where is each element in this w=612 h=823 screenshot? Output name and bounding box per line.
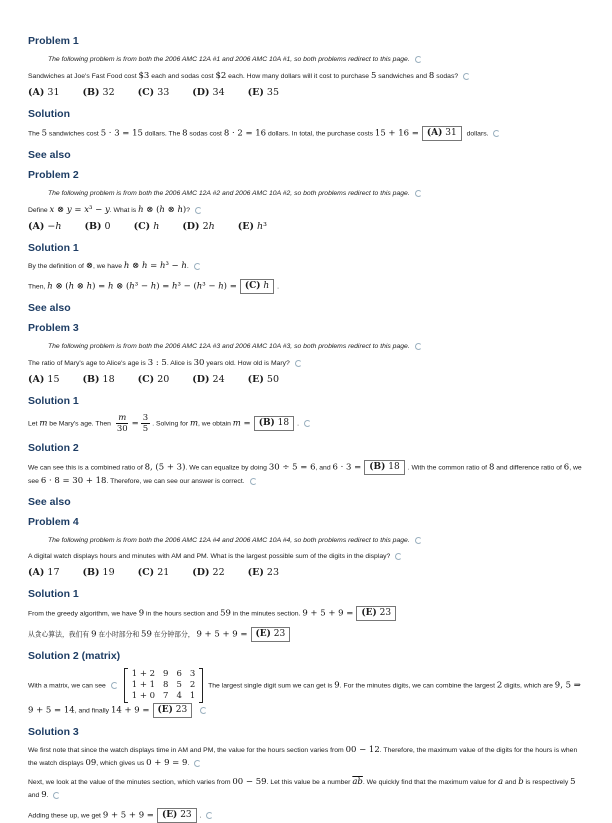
- answer-value: 24: [209, 374, 225, 385]
- answer-letter: (E): [247, 87, 264, 98]
- heading-solution: Solution: [28, 108, 70, 120]
- math-inline: h ⊗ (h ⊗ h) = h ⊗ (h³ − h) = h³ − (h³ − h) =: [47, 281, 237, 292]
- math-inline: 00 − 59: [232, 777, 267, 787]
- math-inline: 30 ÷ 5 = 6: [268, 462, 316, 473]
- heading-solution-2-p3: Solution 2: [28, 442, 79, 454]
- answer-letter: (C): [137, 87, 155, 98]
- answer-letter: (B): [84, 221, 102, 232]
- text-run: The following problem is from both the 2006 AMC 12A #3 and 2006 AMC 10A #3, so both problems redirect to this page.: [48, 343, 412, 350]
- math-inline: 59: [141, 629, 152, 640]
- answer-letter: (B): [369, 462, 386, 472]
- answer-value: 18: [99, 374, 115, 385]
- text-run: Let: [28, 420, 40, 428]
- heading-problem-1: Problem 1: [28, 35, 79, 47]
- link-icon[interactable]: [415, 537, 422, 544]
- text-run: sodas?: [434, 73, 461, 80]
- problem-note: [48, 55, 586, 64]
- text-run: 在小时部分和: [96, 631, 142, 639]
- answer-letter: (D): [182, 221, 200, 232]
- answer-choice: [138, 374, 170, 387]
- math-inline: 6 · 3 =: [332, 462, 362, 473]
- math-inline: 0 + 9 = 9: [146, 758, 188, 768]
- paragraph: [28, 357, 586, 370]
- answer-choice: [238, 221, 267, 234]
- answer-value: 0: [101, 221, 111, 232]
- text-run: .: [297, 420, 301, 428]
- text-run: ?: [186, 207, 192, 214]
- answer-value: −h: [44, 221, 62, 232]
- text-run: . Therefore, we can see our answer is correct.: [106, 478, 247, 485]
- link-icon[interactable]: [415, 343, 422, 350]
- answer-value: h³: [257, 221, 267, 232]
- text-run: , and: [315, 464, 333, 472]
- heading-see-also-3: See also: [28, 496, 71, 508]
- text-run: Then,: [28, 283, 48, 291]
- heading-see-also-2: See also: [28, 302, 71, 314]
- answer-letter: (D): [192, 374, 210, 385]
- answer-value: 22: [209, 567, 225, 578]
- text-run: years old. How old is Mary?: [204, 360, 292, 367]
- matrix-cell: 3: [189, 669, 196, 679]
- math-inline: 9, 5 ⇒ 9 + 5 = 14: [28, 680, 581, 716]
- text-run: 从贪心算法，我们有: [28, 631, 92, 639]
- link-icon[interactable]: [250, 478, 257, 485]
- link-icon[interactable]: [493, 130, 500, 137]
- document-body: [28, 36, 586, 823]
- math-matrix: [124, 668, 204, 703]
- answer-value: 23: [263, 567, 279, 578]
- matrix-cell: 5: [176, 680, 182, 690]
- matrix-cell: 8: [163, 680, 169, 690]
- link-icon[interactable]: [194, 760, 201, 767]
- answer-choice: [134, 221, 160, 234]
- answer-value: 35: [263, 87, 279, 98]
- answer-value: 32: [99, 87, 115, 98]
- paragraph: [28, 70, 586, 83]
- answer-value: 23: [177, 810, 192, 820]
- text-run: , we obtain: [198, 420, 233, 428]
- heading-solution-3: Solution 3: [28, 726, 79, 738]
- paragraph: [28, 668, 586, 718]
- text-run: be Mary's age. Then: [47, 420, 113, 428]
- text-run: dollars.: [464, 130, 491, 138]
- heading-solution-1-p4: Solution 1: [28, 588, 79, 600]
- math-inline: $3: [138, 71, 150, 81]
- math-inline: 6 · 8 = 30 + 18: [40, 476, 107, 486]
- text-run: . We can equalize by doing: [185, 464, 269, 472]
- paragraph: [28, 413, 586, 434]
- answer-letter: (E): [247, 374, 264, 385]
- paragraph: [28, 260, 586, 273]
- fraction-denominator: 5: [142, 424, 149, 434]
- answer-choice: [28, 221, 61, 234]
- answer-value: h: [153, 221, 160, 232]
- answer-letter: (C): [137, 567, 155, 578]
- text-run: The: [28, 130, 42, 138]
- answer-letter: (C): [244, 281, 261, 291]
- math-inline: x ⊗ y = x³ − y: [49, 205, 110, 215]
- heading-problem-2: Problem 2: [28, 169, 79, 181]
- paragraph: [28, 126, 586, 141]
- text-run: Adding these up, we get: [28, 812, 103, 820]
- text-run: The following problem is from both the 2006 AMC 12A #1 and 2006 AMC 10A #1, so both problems redirect to this page.: [48, 56, 412, 63]
- text-run: A digital watch displays hours and minutes with AM and PM. What is the largest possible sum of the digits in the display?: [28, 553, 393, 560]
- answer-choices: [28, 374, 586, 387]
- fraction-numerator: 3: [142, 413, 149, 423]
- answer-letter: (A): [28, 221, 45, 232]
- math-inline: =: [131, 418, 139, 429]
- problem-note: [48, 189, 586, 198]
- math-inline: 8, (5 + 3): [144, 462, 186, 473]
- answer-letter: (A): [28, 374, 45, 385]
- answer-value: 23: [270, 629, 286, 639]
- math-inline: $\overline{ab}$: [352, 777, 363, 787]
- math-inline: 59: [220, 608, 231, 619]
- text-run: and: [28, 792, 42, 799]
- math-inline: h ⊗ (h ⊗ h): [138, 205, 187, 215]
- paragraph: [28, 744, 586, 770]
- answer-choice: [28, 567, 59, 580]
- text-run: .: [277, 283, 280, 291]
- fraction-numerator: m: [118, 413, 127, 423]
- answer-value: 19: [99, 567, 115, 578]
- answer-letter: (A): [28, 87, 45, 98]
- heading-solution-1-p3: Solution 1: [28, 395, 79, 407]
- text-run: With a matrix, we can see: [28, 682, 108, 690]
- answer-choice: [192, 567, 224, 580]
- text-run: sandwiches and: [376, 73, 429, 80]
- answer-value: 23: [172, 705, 188, 715]
- text-run: By the definition of: [28, 263, 86, 270]
- answer-value: 20: [154, 374, 170, 385]
- text-run: The largest single digit sum we can get is: [206, 682, 335, 690]
- link-icon[interactable]: [194, 263, 201, 270]
- answer-letter: (E): [161, 810, 178, 820]
- answer-value: 2h: [199, 221, 215, 232]
- answer-letter: (C): [137, 374, 155, 385]
- text-run: . Alice is: [166, 360, 194, 367]
- text-run: .: [46, 792, 51, 799]
- answer-value: 31: [442, 128, 457, 138]
- text-run: , which gives us: [96, 760, 147, 767]
- math-inline: 8 · 2 = 16: [223, 128, 267, 139]
- math-inline: 6: [563, 462, 570, 473]
- paragraph: [28, 204, 586, 217]
- boxed-answer: [364, 460, 404, 475]
- matrix-cell: 6: [176, 669, 182, 679]
- matrix-cell: 1: [189, 691, 196, 701]
- math-inline: 15 + 16 =: [374, 128, 419, 139]
- text-run: The ratio of Mary's age to Alice's age is: [28, 360, 148, 367]
- text-run: sandwiches cost: [47, 130, 101, 138]
- text-run: . Let this value be a number: [266, 779, 353, 786]
- answer-letter: (E): [247, 567, 264, 578]
- text-run: The following problem is from both the 2006 AMC 12A #4 and 2006 AMC 10A #4, so both problems redirect to this page.: [48, 537, 412, 544]
- math-inline: m: [189, 418, 199, 429]
- link-icon[interactable]: [415, 190, 422, 197]
- text-run: .: [186, 263, 191, 270]
- answer-choice: [182, 221, 214, 234]
- matrix-cell: 1 + 2: [131, 669, 156, 679]
- text-run: . We quickly find that the maximum value for: [362, 779, 498, 786]
- text-run: is respectively: [523, 779, 571, 786]
- answer-value: 33: [154, 87, 170, 98]
- answer-value: 15: [44, 374, 60, 385]
- answer-choice: [82, 374, 114, 387]
- math-inline: 8: [488, 462, 495, 473]
- answer-choice: [138, 567, 170, 580]
- text-run: , we see: [28, 464, 582, 485]
- boxed-answer: [254, 416, 294, 431]
- text-run: . Solving for: [152, 420, 190, 428]
- answer-choice: [138, 87, 170, 100]
- answer-letter: (A): [28, 567, 45, 578]
- problem-note: [48, 536, 586, 545]
- matrix-cell: 9: [163, 669, 169, 679]
- math-inline: 2: [496, 680, 503, 691]
- math-inline: 9 + 5 + 9 =: [196, 629, 248, 640]
- answer-choices: [28, 87, 586, 100]
- text-run: . What is: [109, 207, 139, 214]
- math-inline: 5: [370, 71, 377, 81]
- answer-letter: (E): [157, 705, 173, 715]
- text-run: , we have: [92, 263, 124, 270]
- math-inline: 9 + 5 + 9 =: [102, 810, 154, 821]
- answer-choices: [28, 221, 586, 234]
- answer-letter: (D): [192, 87, 210, 98]
- math-inline: 3 : 5: [147, 358, 167, 368]
- heading-solution-1-p2: Solution 1: [28, 242, 79, 254]
- paragraph: [28, 776, 586, 802]
- math-fraction: [115, 413, 130, 434]
- answer-letter: (B): [82, 567, 100, 578]
- heading-solution-2-matrix: Solution 2 (matrix): [28, 650, 121, 662]
- heading-problem-3: Problem 3: [28, 322, 79, 334]
- math-inline: h ⊗ h = h³ − h: [123, 261, 187, 271]
- answer-value: 17: [44, 567, 60, 578]
- math-inline: b: [518, 777, 524, 787]
- text-run: Next, we look at the value of the minutes section, which varies from: [28, 779, 233, 786]
- answer-letter: (B): [82, 87, 100, 98]
- math-inline: 9: [41, 790, 47, 800]
- answer-value: 23: [376, 608, 392, 618]
- answer-value: 18: [274, 418, 290, 428]
- paragraph: [28, 460, 586, 488]
- answer-value: 18: [385, 462, 400, 472]
- text-run: . For the minutes digits, we can combine the largest: [339, 682, 497, 690]
- text-run: and difference ratio of: [494, 464, 564, 472]
- answer-letter: (E): [237, 221, 254, 232]
- paragraph: [28, 606, 586, 621]
- answer-choice: [248, 374, 279, 387]
- heading-problem-4: Problem 4: [28, 516, 79, 528]
- answer-letter: (B): [82, 374, 100, 385]
- boxed-answer: [251, 627, 291, 642]
- answer-letter: (D): [192, 567, 210, 578]
- math-inline: $2: [215, 71, 227, 81]
- boxed-answer: [422, 126, 462, 141]
- matrix-cell: 2: [189, 680, 196, 690]
- math-fraction: [141, 413, 150, 434]
- math-inline: 14 + 9 =: [110, 705, 150, 716]
- text-run: From the greedy algorithm, we have: [28, 610, 139, 618]
- answer-letter: (B): [258, 418, 275, 428]
- text-run: 在分钟部分，: [151, 631, 197, 639]
- matrix-cell: 4: [176, 691, 182, 701]
- answer-choice: [248, 567, 279, 580]
- answer-choice: [192, 374, 224, 387]
- text-run: [195, 707, 197, 714]
- boxed-answer: [356, 606, 396, 621]
- paragraph: [28, 279, 586, 294]
- text-run: .: [199, 812, 204, 820]
- math-inline: 5: [41, 128, 48, 139]
- matrix-cell: 1 + 0: [131, 691, 156, 701]
- answer-value: 21: [154, 567, 170, 578]
- math-inline: m =: [232, 418, 251, 429]
- math-inline: 5: [570, 777, 576, 787]
- fraction-denominator: 30: [116, 424, 128, 434]
- math-inline: 09: [85, 758, 97, 768]
- answer-letter: (C): [133, 221, 151, 232]
- boxed-answer: [153, 703, 193, 718]
- text-run: each and sodas cost: [149, 73, 216, 80]
- math-inline: 9: [91, 629, 97, 640]
- text-run: . Therefore, the maximum value of the digits for the hours is when the watch displays: [28, 747, 578, 767]
- text-run: Sandwiches at Joe's Fast Food cost: [28, 73, 139, 80]
- text-run: in the hours section and: [144, 610, 221, 618]
- problem-note: [48, 342, 586, 351]
- answer-choices: [28, 567, 586, 580]
- text-run: , and finally: [74, 707, 111, 715]
- math-inline: 8: [428, 71, 435, 81]
- link-icon[interactable]: [304, 420, 311, 427]
- answer-choice: [84, 221, 110, 234]
- answer-letter: (A): [426, 128, 443, 138]
- answer-value: 50: [263, 374, 279, 385]
- math-inline: 9 + 5 + 9 =: [302, 608, 354, 619]
- text-run: in the minutes section.: [230, 610, 303, 618]
- link-icon[interactable]: [195, 207, 202, 214]
- math-inline: 00 − 12: [345, 745, 380, 755]
- answer-value: 31: [44, 87, 60, 98]
- boxed-answer: [240, 279, 274, 294]
- answer-letter: (E): [255, 629, 271, 639]
- math-inline: 8: [182, 128, 188, 139]
- text-run: digits, which are: [502, 682, 555, 690]
- answer-choice: [192, 87, 224, 100]
- answer-value: 34: [209, 87, 225, 98]
- link-icon[interactable]: [111, 682, 118, 689]
- text-run: We can see this is a combined ratio of: [28, 464, 145, 472]
- link-icon[interactable]: [206, 812, 213, 819]
- text-run: sodas cost: [187, 130, 224, 138]
- math-inline: 30: [193, 358, 205, 368]
- math-inline: a: [497, 777, 504, 787]
- link-icon[interactable]: [200, 707, 207, 714]
- paragraph: [28, 808, 586, 823]
- heading-see-also-1: See also: [28, 149, 71, 161]
- text-run: each. How many dollars will it cost to purchase: [226, 73, 371, 80]
- paragraph: [28, 627, 586, 642]
- link-icon[interactable]: [463, 73, 470, 80]
- matrix-cell: 1 + 1: [131, 680, 156, 690]
- link-icon[interactable]: [53, 792, 60, 799]
- text-run: and: [503, 779, 519, 786]
- matrix-cell: 7: [163, 691, 169, 701]
- math-inline: ⊗: [85, 261, 93, 271]
- link-icon[interactable]: [415, 56, 422, 63]
- answer-choice: [248, 87, 279, 100]
- answer-choice: [82, 567, 114, 580]
- text-run: Define: [28, 207, 50, 214]
- matrix-bracket-right-icon: [199, 668, 203, 703]
- link-icon[interactable]: [395, 553, 402, 560]
- math-inline: m: [39, 418, 48, 429]
- text-run: .: [187, 760, 192, 767]
- text-run: . With the common ratio of: [407, 464, 489, 472]
- math-inline: 9: [138, 608, 145, 619]
- answer-choice: [28, 374, 59, 387]
- answer-letter: (E): [361, 608, 377, 618]
- link-icon[interactable]: [295, 360, 302, 367]
- boxed-answer: [157, 808, 197, 823]
- answer-choice: [82, 87, 114, 100]
- text-run: We first note that since the watch displays time in AM and PM, the value for the hours section varies from: [28, 747, 346, 754]
- answer-value: h: [263, 281, 270, 291]
- text-run: dollars. In total, the purchase costs: [266, 130, 375, 138]
- text-run: dollars. The: [142, 130, 183, 138]
- paragraph: [28, 551, 586, 563]
- answer-choice: [28, 87, 59, 100]
- text-run: The following problem is from both the 2006 AMC 12A #2 and 2006 AMC 10A #2, so both problems redirect to this page.: [48, 190, 412, 197]
- math-inline: 9: [334, 680, 340, 691]
- matrix-grid: [128, 668, 200, 703]
- math-inline: 5 · 3 = 15: [100, 128, 143, 139]
